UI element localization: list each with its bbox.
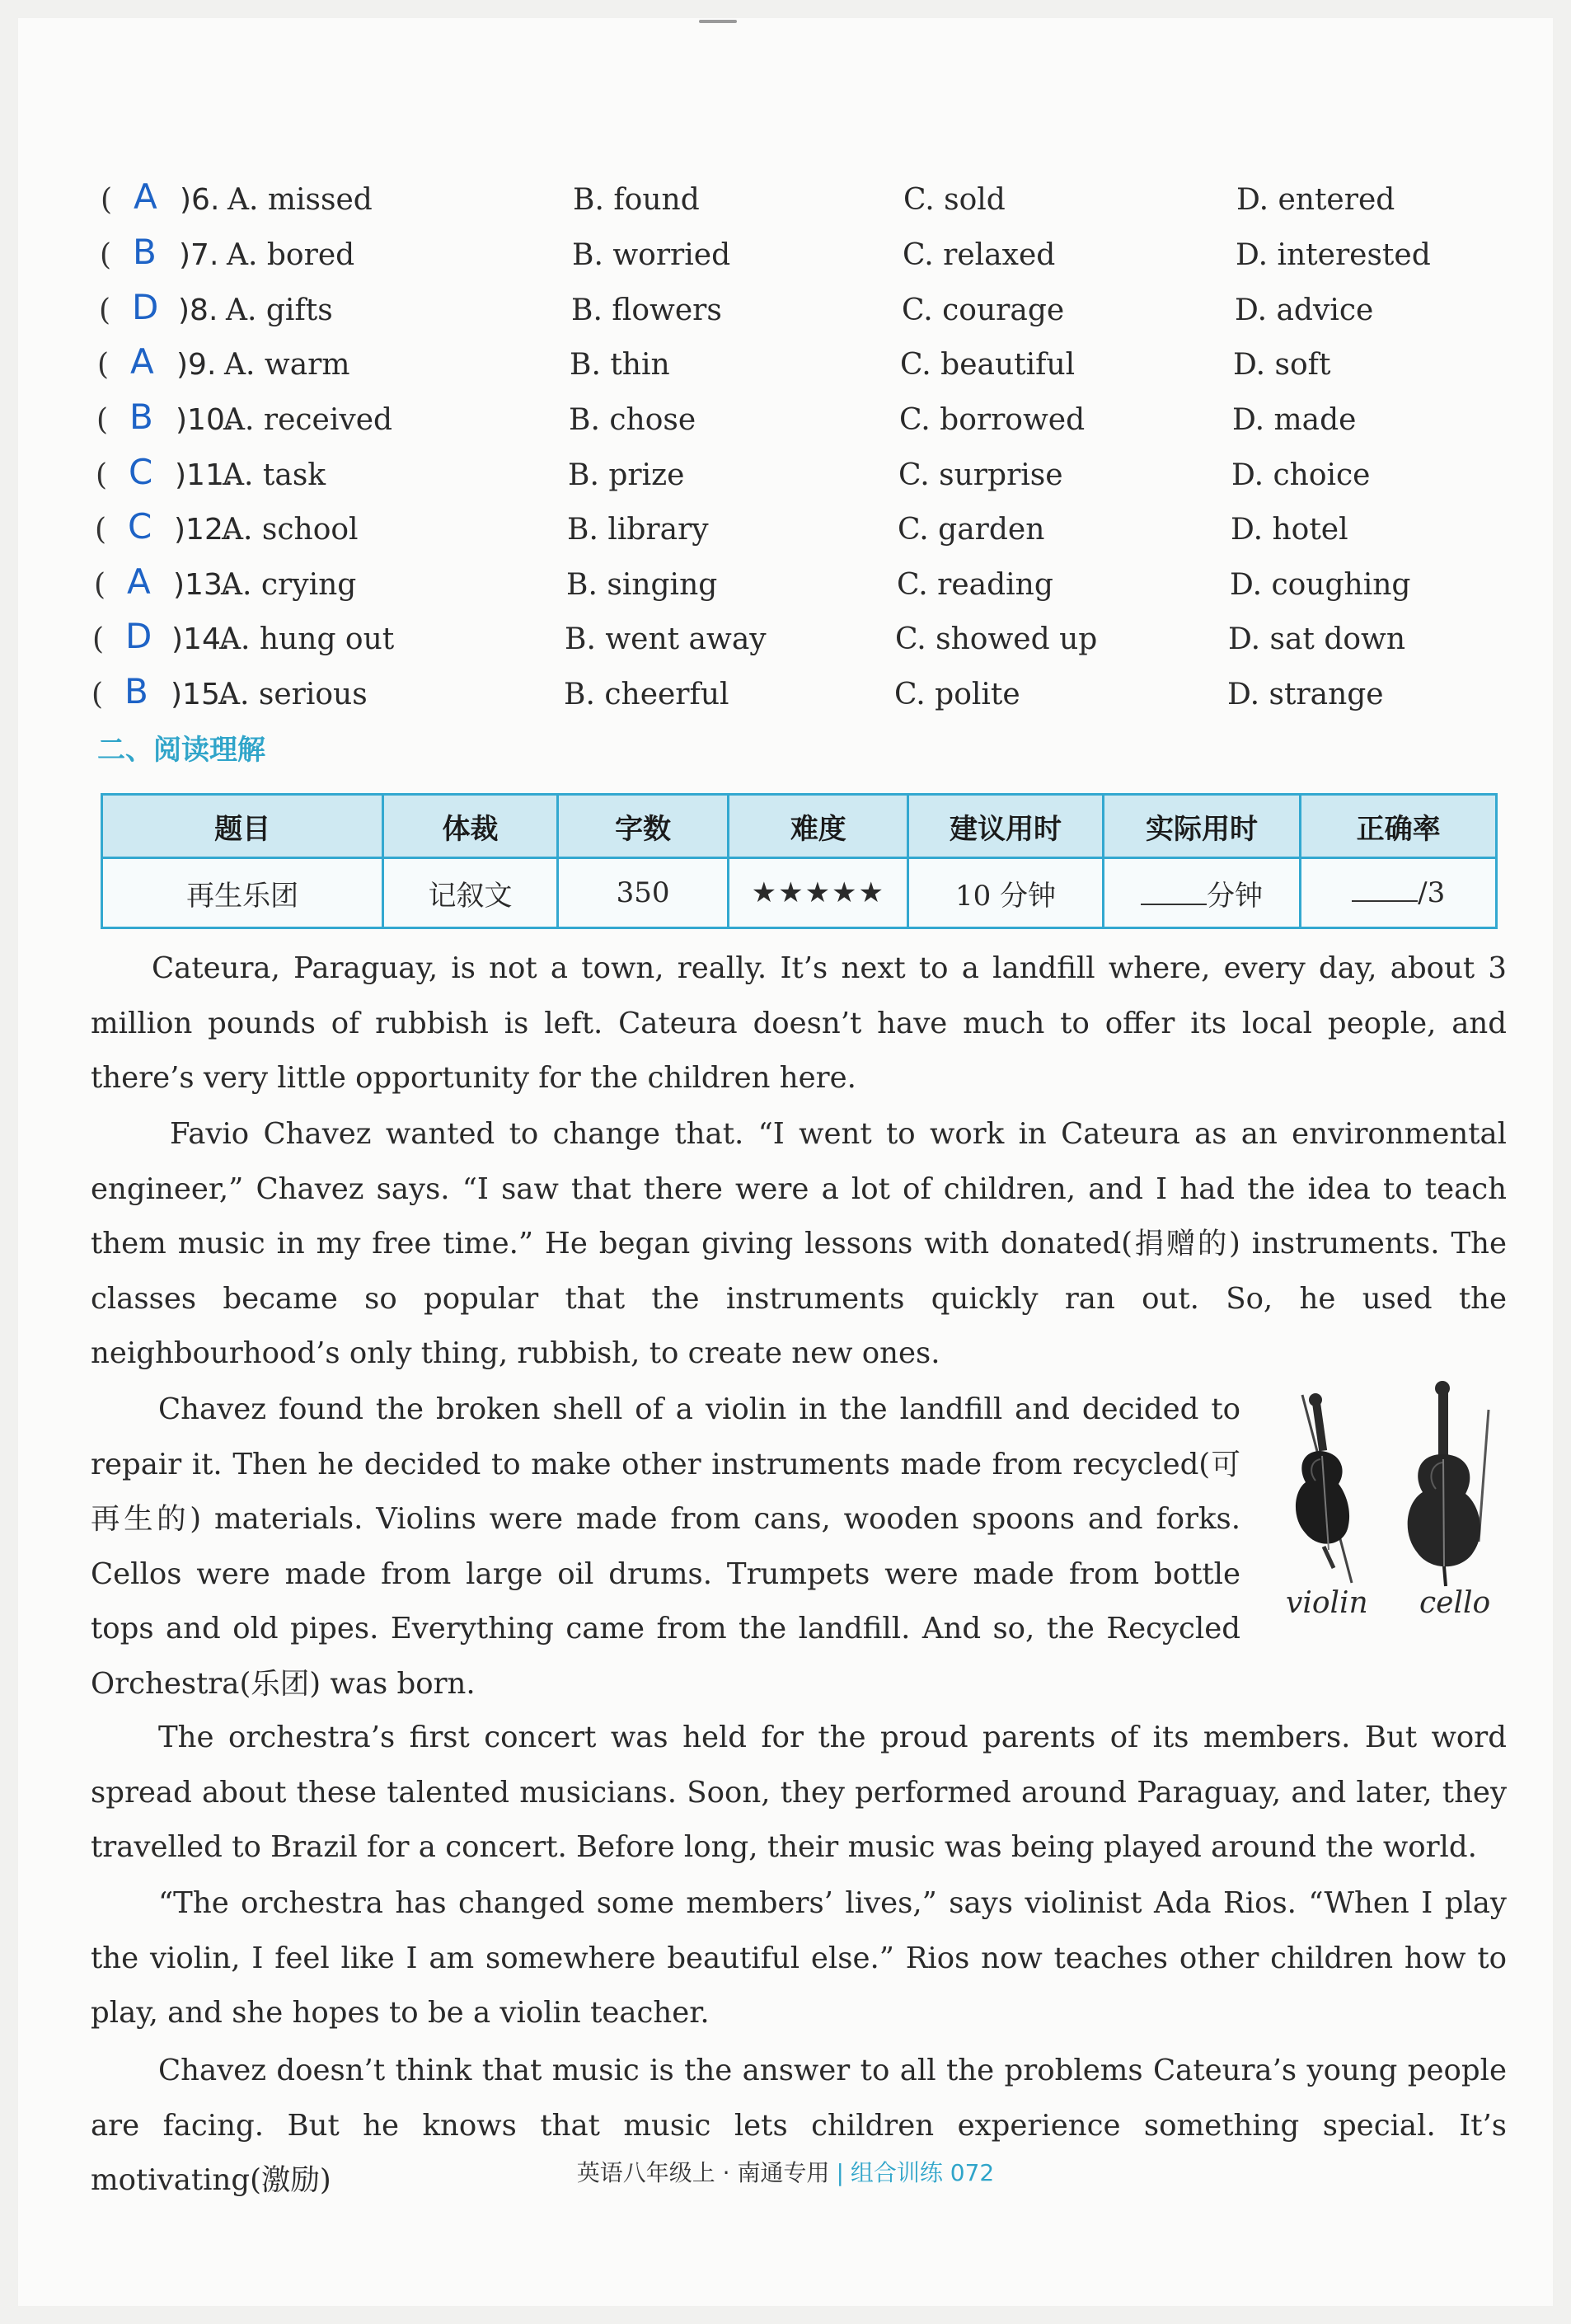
question-number: )14. xyxy=(171,622,231,656)
question-row xyxy=(0,176,1571,232)
option-a[interactable]: A. school xyxy=(222,513,359,547)
answer-letter: C xyxy=(129,452,153,492)
accuracy-blank[interactable] xyxy=(1352,877,1418,902)
question-row xyxy=(0,232,1571,288)
answer-letter: A xyxy=(127,561,151,602)
answer-letter: B xyxy=(124,671,148,711)
header-difficulty: 难度 xyxy=(729,795,908,858)
passage-paragraph: “The orchestra has changed some members’ lives,” says violinist Ada Rios. “When I play the violin, I feel like I am somewhere beautiful else.” Rios now teaches other children how to play, and she hopes to be a violin teacher. xyxy=(91,1886,1507,2030)
actual-time-blank[interactable] xyxy=(1141,880,1207,905)
answer-bracket: ( xyxy=(92,622,105,656)
footer-divider: | xyxy=(836,2159,844,2186)
option-a[interactable]: A. gifts xyxy=(226,293,333,327)
option-a[interactable]: A. warm xyxy=(224,348,350,382)
option-b[interactable]: B. library xyxy=(567,513,709,547)
question-number: )8. xyxy=(178,293,218,327)
answer-bracket: ( xyxy=(100,238,112,272)
option-b[interactable]: B. found xyxy=(573,183,700,217)
header-topic: 题目 xyxy=(102,795,383,858)
header-word-count: 字数 xyxy=(557,795,729,858)
answer-bracket: ( xyxy=(91,678,104,711)
option-b[interactable]: B. chose xyxy=(569,403,696,437)
question-row xyxy=(0,506,1571,562)
option-d[interactable]: D. interested xyxy=(1236,238,1431,272)
option-c[interactable]: C. sold xyxy=(903,183,1006,217)
passage-paragraph: Cateura, Paraguay, is not a town, really. It’s next to a landfill where, every day, about 3 million pounds of rubbish is left. Cateura doesn’t have much to offer its local people, and there’s very little opportunity for the children here. xyxy=(91,951,1507,1095)
option-d[interactable]: D. sat down xyxy=(1228,622,1406,656)
question-number: )13. xyxy=(173,568,232,602)
option-c[interactable]: C. relaxed xyxy=(903,238,1056,272)
option-a[interactable]: A. task xyxy=(223,458,326,492)
actual-time-unit: 分钟 xyxy=(1207,879,1264,913)
option-b[interactable]: B. prize xyxy=(568,458,685,492)
answer-bracket: ( xyxy=(99,293,111,327)
answer-letter: A xyxy=(130,341,154,382)
violin-illustration xyxy=(1269,1385,1376,1591)
question-row xyxy=(0,452,1571,508)
option-b[interactable]: B. worried xyxy=(572,238,731,272)
violin-caption: violin xyxy=(1286,1586,1368,1620)
option-c[interactable]: C. garden xyxy=(898,513,1045,547)
option-c[interactable]: C. showed up xyxy=(895,622,1098,656)
option-a[interactable]: A. crying xyxy=(221,568,357,602)
option-d[interactable]: D. soft xyxy=(1233,348,1331,382)
answer-bracket: ( xyxy=(95,513,107,547)
header-suggested-time: 建议用时 xyxy=(908,795,1104,858)
cell-accuracy[interactable] xyxy=(1301,858,1497,928)
answer-bracket: ( xyxy=(94,568,106,602)
option-c[interactable]: C. borrowed xyxy=(899,403,1086,437)
option-b[interactable]: B. cheerful xyxy=(564,678,729,711)
option-c[interactable]: C. beautiful xyxy=(900,348,1076,382)
cell-suggested-time: 10 分钟 xyxy=(908,858,1104,928)
passage-paragraph: Chavez found the broken shell of a violin in the landfill and decided to repair it. Then he decided to make other instruments made from recycled(可再生的) materials. Violins were made from cans, wooden spoons and forks. Cellos were made from large oil drums. Trumpets were made from bottle tops and old pipes. Everything came from the landfill. And so, the Recycled Orchestra(乐团) was born. xyxy=(91,1392,1240,1701)
option-b[interactable]: B. flowers xyxy=(571,293,722,327)
cello-illustration xyxy=(1393,1377,1500,1591)
option-d[interactable]: D. choice xyxy=(1231,458,1371,492)
option-c[interactable]: C. courage xyxy=(902,293,1065,327)
section-title: 二、阅读理解 xyxy=(97,734,265,767)
question-number: )6. xyxy=(180,183,220,217)
answer-letter: B xyxy=(129,397,153,437)
option-a[interactable]: A. received xyxy=(223,403,393,437)
question-number: )15. xyxy=(171,678,230,711)
option-c[interactable]: C. surprise xyxy=(898,458,1063,492)
cell-difficulty-stars: ★★★★★ xyxy=(729,858,908,928)
question-number: )10. xyxy=(176,403,235,437)
question-number: )11. xyxy=(175,458,234,492)
question-number: )7. xyxy=(179,238,219,272)
answer-bracket: ( xyxy=(97,348,110,382)
question-row xyxy=(0,341,1571,397)
question-row xyxy=(0,397,1571,453)
option-d[interactable]: D. strange xyxy=(1227,678,1384,711)
passage-paragraph: Chavez doesn’t think that music is the answer to all the problems Cateura’s young people are facing. But he knows that music lets children experience something special. It’s motivating(激励) xyxy=(91,2054,1507,2197)
option-c[interactable]: C. polite xyxy=(894,678,1020,711)
cell-topic: 再生乐团 xyxy=(102,858,383,928)
page-number: 072 xyxy=(950,2159,995,2186)
answer-letter: A xyxy=(134,176,157,217)
cello-caption: cello xyxy=(1419,1586,1491,1620)
question-number: )9. xyxy=(176,348,217,382)
answer-letter: C xyxy=(128,506,152,547)
question-row xyxy=(0,287,1571,343)
option-b[interactable]: B. went away xyxy=(565,622,767,656)
cell-genre: 记叙文 xyxy=(383,858,558,928)
option-d[interactable]: D. hotel xyxy=(1231,513,1348,547)
header-accuracy: 正确率 xyxy=(1301,795,1497,858)
option-a[interactable]: A. hung out xyxy=(219,622,395,656)
table-data-row xyxy=(102,858,1497,928)
accuracy-total: /3 xyxy=(1418,876,1446,909)
passage-paragraph: Favio Chavez wanted to change that. “I went to work in Cateura as an environmental engineer,” Chavez says. “I saw that there were a lot of children, and I had the idea to teach them music in my free time.” He began giving lessons with donated(捐赠的) instruments. The classes became so popular that the instruments quickly ran out. So, he used the neighbourhood’s only thing, rubbish, to create new ones. xyxy=(91,1117,1507,1370)
cell-actual-time[interactable] xyxy=(1103,858,1301,928)
footer-section: 组合训练 xyxy=(850,2159,943,2186)
reading-info-table xyxy=(101,793,1498,929)
question-number: )12. xyxy=(174,513,233,547)
option-c[interactable]: C. reading xyxy=(897,568,1053,602)
option-a[interactable]: A. missed xyxy=(227,183,373,217)
question-row xyxy=(0,561,1571,617)
answer-letter: D xyxy=(132,287,159,327)
option-d[interactable]: D. made xyxy=(1232,403,1357,437)
page-footer xyxy=(0,2155,1571,2188)
option-d[interactable]: D. coughing xyxy=(1230,568,1411,602)
answer-bracket: ( xyxy=(101,183,113,217)
cell-word-count: 350 xyxy=(557,858,729,928)
option-d[interactable]: D. entered xyxy=(1236,183,1395,217)
option-a[interactable]: A. bored xyxy=(227,238,355,272)
question-row xyxy=(0,671,1571,727)
option-d[interactable]: D. advice xyxy=(1235,293,1374,327)
passage-paragraph: The orchestra’s first concert was held for the proud parents of its members. But word spread about these talented musicians. Soon, they performed around Paraguay, and later, they travelled to Brazil for a concert. Before long, their music was being played around the world. xyxy=(91,1721,1507,1864)
table-header-row xyxy=(102,795,1497,858)
option-a[interactable]: A. serious xyxy=(218,678,368,711)
header-actual-time: 实际用时 xyxy=(1103,795,1301,858)
answer-letter: B xyxy=(133,232,157,272)
option-b[interactable]: B. thin xyxy=(570,348,670,382)
answer-bracket: ( xyxy=(96,458,108,492)
page-top-mark xyxy=(699,20,737,23)
answer-letter: D xyxy=(125,616,152,656)
header-genre: 体裁 xyxy=(383,795,558,858)
question-row xyxy=(0,616,1571,672)
option-b[interactable]: B. singing xyxy=(566,568,718,602)
answer-bracket: ( xyxy=(96,403,109,437)
footer-book: 英语八年级上 · 南通专用 xyxy=(576,2159,830,2186)
